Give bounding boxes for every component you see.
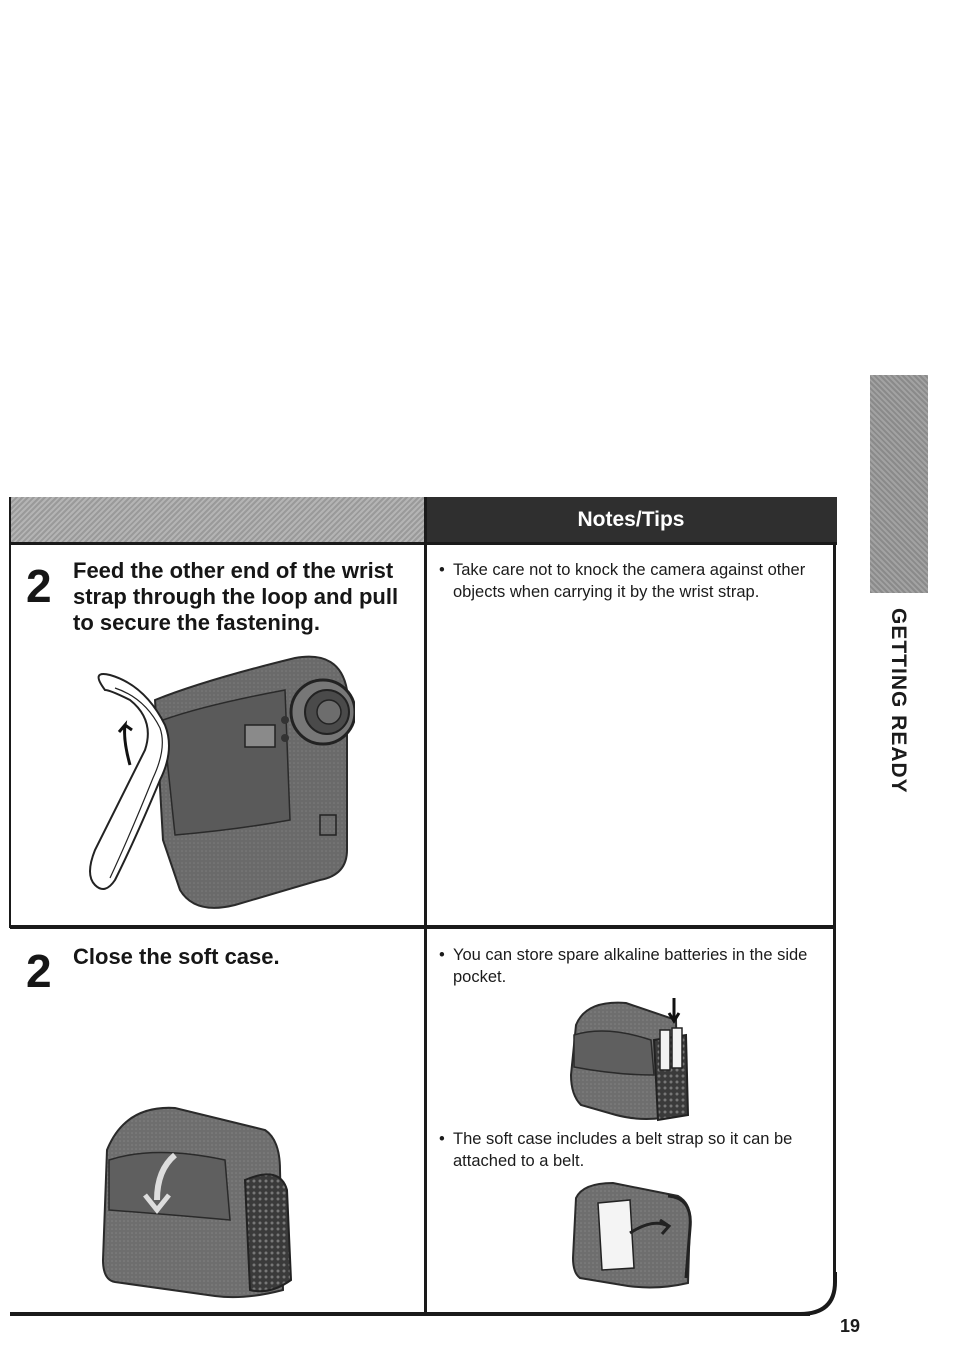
row-divider — [10, 925, 836, 929]
note-text: Take care not to knock the camera against other objects when carrying it by the wrist strap. — [453, 561, 806, 601]
bullet-icon: • — [439, 1130, 445, 1148]
steps-header — [10, 497, 425, 543]
belt-strap-illustration — [568, 1178, 698, 1293]
right-border — [833, 543, 836, 1278]
step-instruction: Close the soft case. — [73, 944, 280, 969]
step-number: 2 — [26, 945, 52, 997]
step-number: 2 — [26, 560, 52, 612]
step-instruction: Feed the other end of the wrist strap through the loop and pull to secure the fastening. — [73, 558, 399, 635]
note-text: You can store spare alkaline batteries in the side pocket. — [453, 946, 808, 986]
note-text: The soft case includes a belt strap so it can be attached to a belt. — [453, 1130, 793, 1170]
note-item — [439, 1129, 818, 1172]
table-bottom-rule — [10, 1312, 810, 1316]
left-border — [9, 497, 11, 928]
page-number: 19 — [840, 1316, 861, 1336]
bullet-icon: • — [439, 561, 445, 579]
battery-pocket-illustration — [566, 995, 696, 1125]
section-tab-label: GETTING READY — [887, 608, 910, 794]
column-divider — [424, 497, 427, 1315]
corner-curve — [790, 1270, 840, 1320]
notes-header: Notes/Tips — [425, 497, 837, 543]
section-tab-shade — [870, 375, 928, 593]
camera-wrist-strap-illustration — [85, 650, 355, 920]
soft-case-closing-illustration — [95, 1100, 295, 1305]
note-item — [439, 945, 818, 988]
bullet-icon: • — [439, 946, 445, 964]
note-item — [439, 560, 818, 603]
